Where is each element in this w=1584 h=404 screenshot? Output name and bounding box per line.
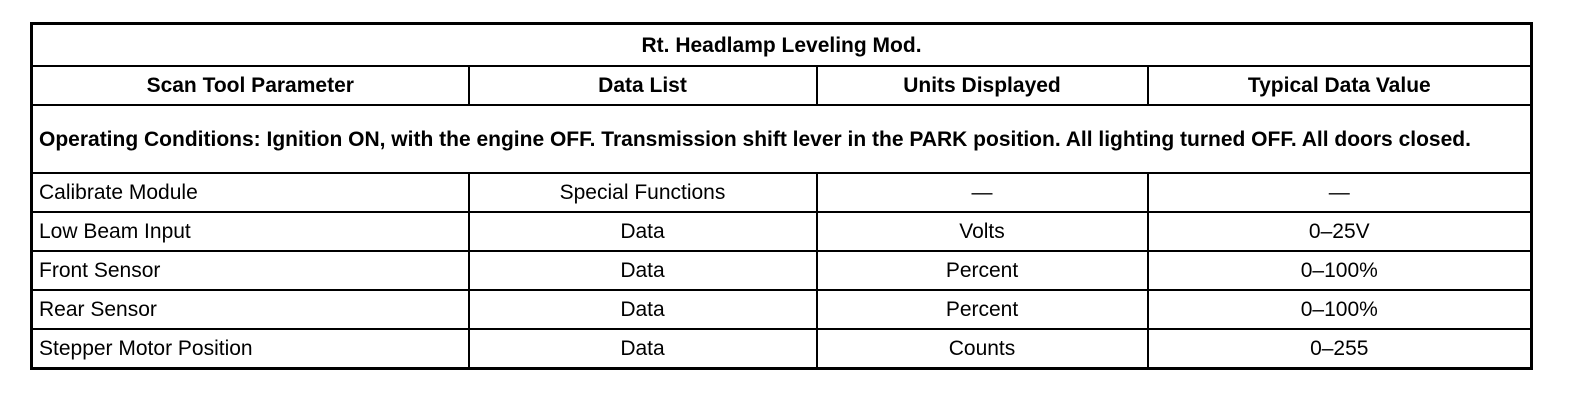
parameter-cell: Stepper Motor Position [32,329,469,369]
parameter-cell: Calibrate Module [32,173,469,212]
column-header-parameter: Scan Tool Parameter [32,66,469,105]
table-header-row [32,66,1532,105]
data-list-cell: Special Functions [469,173,817,212]
table-row [32,329,1532,369]
table-row [32,251,1532,290]
data-list-cell: Data [469,251,817,290]
data-list-cell: Data [469,329,817,369]
units-cell: Percent [817,251,1148,290]
column-header-typical-value: Typical Data Value [1148,66,1532,105]
typical-value-cell: — [1148,173,1532,212]
data-list-cell: Data [469,212,817,251]
table-title: Rt. Headlamp Leveling Mod. [32,24,1532,67]
typical-value-cell: 0–255 [1148,329,1532,369]
parameter-cell: Front Sensor [32,251,469,290]
units-cell: Volts [817,212,1148,251]
data-list-cell: Data [469,290,817,329]
typical-value-cell: 0–25V [1148,212,1532,251]
typical-value-cell: 0–100% [1148,290,1532,329]
column-header-data-list: Data List [469,66,817,105]
parameter-cell: Rear Sensor [32,290,469,329]
typical-value-cell: 0–100% [1148,251,1532,290]
scan-tool-data-table [30,22,1533,370]
table-title-row [32,24,1532,67]
table-row [32,290,1532,329]
operating-conditions-row [32,105,1532,173]
parameter-cell: Low Beam Input [32,212,469,251]
units-cell: — [817,173,1148,212]
units-cell: Percent [817,290,1148,329]
column-header-units: Units Displayed [817,66,1148,105]
table-row [32,212,1532,251]
table-row [32,173,1532,212]
units-cell: Counts [817,329,1148,369]
operating-conditions: Operating Conditions: Ignition ON, with the engine OFF. Transmission shift lever in the PARK position. All lighting turned OFF. All doors closed. [32,105,1532,173]
